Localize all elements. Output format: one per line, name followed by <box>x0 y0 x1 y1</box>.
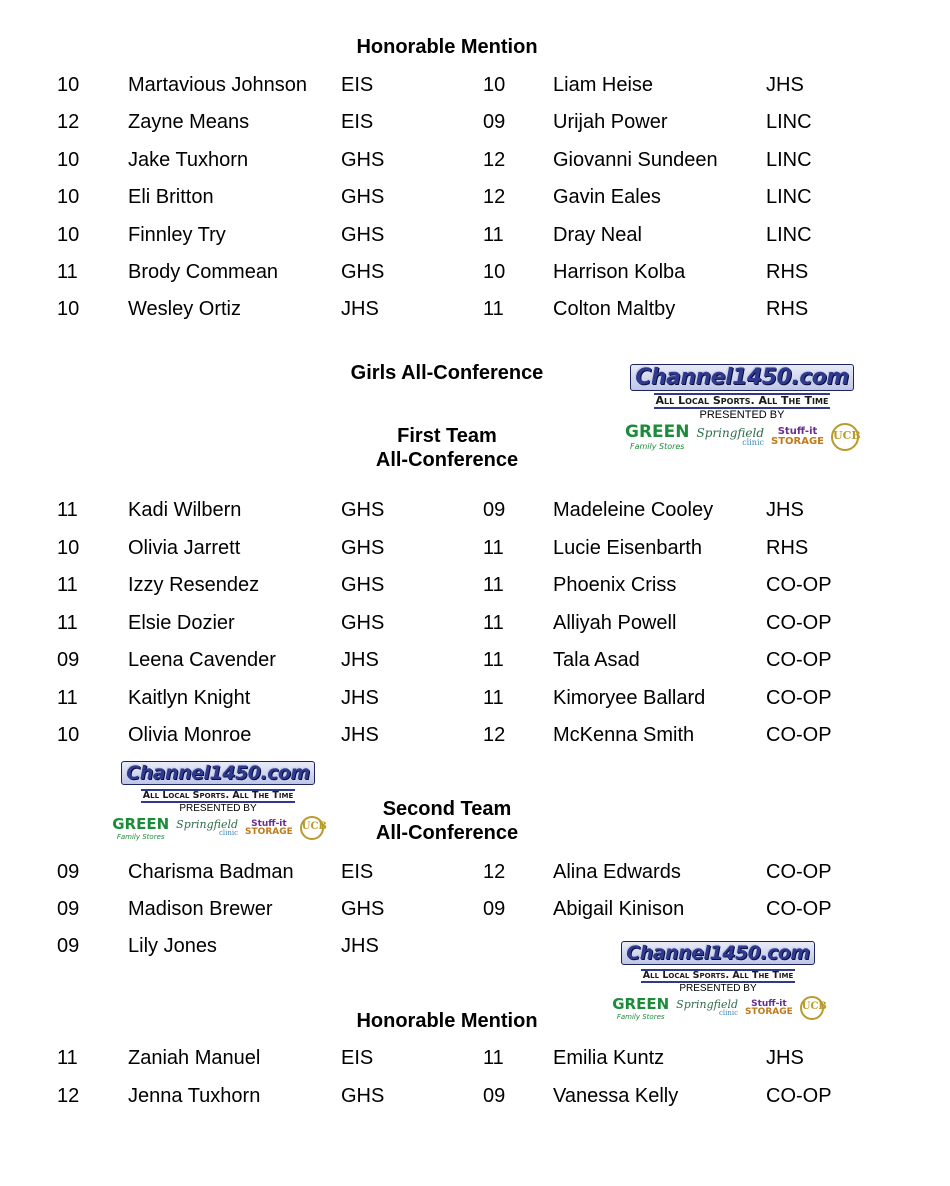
table-row <box>0 73 950 97</box>
table-row <box>0 860 950 884</box>
logo-tagline: All Local Sports. All The Time <box>654 393 831 409</box>
grade-left: 09 <box>57 898 80 921</box>
player-name-right: Urijah Power <box>553 111 668 134</box>
school-left: GHS <box>341 611 385 634</box>
table-row <box>0 110 950 134</box>
grade-left: 09 <box>57 861 80 883</box>
player-name-right: Colton Maltby <box>553 298 676 321</box>
player-name-right: Dray Neal <box>553 223 642 246</box>
table-row <box>0 148 950 172</box>
grade-right: 09 <box>483 1084 506 1107</box>
player-name-right: Kimoryee Ballard <box>553 686 706 709</box>
player-name-right: Madeleine Cooley <box>553 499 714 521</box>
player-name-right: Abigail Kinison <box>553 898 685 921</box>
player-name-left: Olivia Jarrett <box>128 536 241 559</box>
springfield-clinic-logo: Springfield clinic <box>676 998 739 1018</box>
boys-honorable-mention-heading: Honorable Mention <box>356 36 538 58</box>
grade-right: 12 <box>483 861 506 883</box>
springfield-clinic-logo: Springfield clinic <box>696 425 764 447</box>
school-right: CO-OP <box>766 574 832 596</box>
school-left: GHS <box>341 536 385 559</box>
player-name-left: Kaitlyn Knight <box>128 686 251 709</box>
player-name-left: Kadi Wilbern <box>128 499 242 521</box>
table-row <box>0 573 950 597</box>
logo-tagline: All Local Sports. All The Time <box>641 969 795 983</box>
grade-left: 10 <box>57 223 80 246</box>
ucb-logo: UCB <box>300 816 324 840</box>
school-left: GHS <box>341 574 385 596</box>
table-row <box>0 185 950 209</box>
logo-tagline: All Local Sports. All The Time <box>141 789 295 803</box>
school-left: EIS <box>341 74 374 96</box>
school-right: CO-OP <box>766 898 832 921</box>
grade-left: 12 <box>57 1084 80 1107</box>
table-row <box>0 260 950 284</box>
stuff-it-storage-logo: Stuff-it STORAGE <box>745 998 793 1018</box>
green-family-stores-logo: GREEN Family Stores <box>612 995 670 1022</box>
grade-right: 11 <box>483 611 504 634</box>
springfield-clinic-logo: Springfield clinic <box>176 818 239 838</box>
school-right: CO-OP <box>766 724 832 746</box>
school-right: RHS <box>766 536 809 559</box>
school-left: GHS <box>341 1084 385 1107</box>
school-left: EIS <box>341 1047 374 1069</box>
player-name-left: Elsie Dozier <box>128 611 235 634</box>
grade-left: 10 <box>57 74 80 96</box>
school-right: CO-OP <box>766 1084 832 1107</box>
grade-right: 09 <box>483 499 506 521</box>
school-left: GHS <box>341 898 385 921</box>
channel1450-wordmark: Channel1450.com <box>621 941 814 965</box>
school-left: EIS <box>341 111 374 134</box>
table-row <box>0 1084 950 1108</box>
logo-presented-by: PRESENTED BY <box>699 409 785 422</box>
ucb-logo: UCB <box>831 423 859 451</box>
school-left: GHS <box>341 223 385 246</box>
school-right: LINC <box>766 186 812 209</box>
table-row <box>0 723 950 747</box>
second-team-heading-line2: All-Conference <box>375 822 519 844</box>
table-row <box>0 897 950 921</box>
grade-left: 10 <box>57 536 80 559</box>
grade-left: 12 <box>57 111 80 134</box>
school-left: JHS <box>341 724 379 746</box>
table-row <box>0 536 950 560</box>
school-right: CO-OP <box>766 649 832 671</box>
player-name-right: Emilia Kuntz <box>553 1047 665 1069</box>
school-left: GHS <box>341 186 385 209</box>
table-row <box>0 223 950 247</box>
player-name-left: Charisma Badman <box>128 861 294 883</box>
school-left: JHS <box>341 649 379 671</box>
player-name-left: Jenna Tuxhorn <box>128 1084 261 1107</box>
logo-presented-by: PRESENTED BY <box>179 803 257 815</box>
player-name-right: Harrison Kolba <box>553 261 686 283</box>
player-name-right: Gavin Eales <box>553 186 661 209</box>
grade-right: 11 <box>483 298 504 321</box>
school-right: LINC <box>766 148 812 171</box>
player-name-right: Alina Edwards <box>553 861 681 883</box>
grade-left: 11 <box>57 611 78 634</box>
grade-left: 11 <box>57 499 78 521</box>
player-name-left: Finnley Try <box>128 223 226 246</box>
grade-right: 12 <box>483 724 506 746</box>
player-name-left: Olivia Monroe <box>128 724 252 746</box>
girls-honorable-mention-heading: Honorable Mention <box>356 1010 538 1032</box>
player-name-right: Liam Heise <box>553 74 654 96</box>
player-name-right: Lucie Eisenbarth <box>553 536 702 559</box>
grade-left: 09 <box>57 935 80 958</box>
player-name-left: Zayne Means <box>128 111 250 134</box>
school-left: GHS <box>341 148 385 171</box>
player-name-left: Eli Britton <box>128 186 214 209</box>
logo-presented-by: PRESENTED BY <box>679 983 757 995</box>
grade-right: 11 <box>483 223 504 246</box>
second-team-heading-line1: Second Team <box>382 798 512 820</box>
grade-right: 12 <box>483 148 506 171</box>
school-right: JHS <box>766 499 804 521</box>
grade-left: 11 <box>57 574 78 596</box>
table-row <box>0 686 950 710</box>
green-family-stores-logo: GREEN Family Stores <box>112 815 170 842</box>
player-name-left: Lily Jones <box>128 935 217 958</box>
channel1450-wordmark: Channel1450.com <box>121 761 314 785</box>
ucb-logo: UCB <box>800 996 824 1020</box>
school-right: RHS <box>766 298 809 321</box>
player-name-right: Giovanni Sundeen <box>553 148 718 171</box>
player-name-right: McKenna Smith <box>553 724 695 746</box>
player-name-right: Alliyah Powell <box>553 611 677 634</box>
school-right: RHS <box>766 261 809 283</box>
school-right: CO-OP <box>766 861 832 883</box>
player-name-right: Tala Asad <box>553 649 640 671</box>
stuff-it-storage-logo: Stuff-it STORAGE <box>771 426 825 447</box>
stuff-it-storage-logo: Stuff-it STORAGE <box>245 818 293 838</box>
grade-left: 10 <box>57 148 80 171</box>
table-row <box>0 611 950 635</box>
grade-left: 10 <box>57 724 80 746</box>
grade-right: 11 <box>483 536 504 559</box>
school-right: CO-OP <box>766 611 832 634</box>
channel1450-wordmark: Channel1450.com <box>630 364 854 391</box>
grade-right: 11 <box>483 1047 504 1069</box>
player-name-left: Madison Brewer <box>128 898 273 921</box>
school-right: LINC <box>766 111 812 134</box>
grade-right: 10 <box>483 74 506 96</box>
grade-right: 11 <box>483 686 504 709</box>
grade-right: 11 <box>483 649 504 671</box>
grade-left: 10 <box>57 186 80 209</box>
school-right: CO-OP <box>766 686 832 709</box>
school-right: LINC <box>766 223 812 246</box>
player-name-left: Wesley Ortiz <box>128 298 241 321</box>
grade-left: 11 <box>57 686 78 709</box>
grade-left: 11 <box>57 1047 78 1069</box>
table-row <box>0 1046 950 1070</box>
school-left: JHS <box>341 298 379 321</box>
table-row <box>0 297 950 321</box>
school-left: JHS <box>341 686 379 709</box>
player-name-left: Jake Tuxhorn <box>128 148 249 171</box>
school-left: JHS <box>341 935 379 958</box>
grade-left: 10 <box>57 298 80 321</box>
school-left: EIS <box>341 861 374 883</box>
player-name-right: Vanessa Kelly <box>553 1084 679 1107</box>
player-name-left: Martavious Johnson <box>128 74 307 96</box>
grade-right: 09 <box>483 898 506 921</box>
grade-right: 12 <box>483 186 506 209</box>
school-right: JHS <box>766 1047 804 1069</box>
table-row <box>0 498 950 522</box>
green-family-stores-logo: GREEN Family Stores <box>624 422 690 452</box>
player-name-right: Phoenix Criss <box>553 574 677 596</box>
school-right: JHS <box>766 74 804 96</box>
player-name-left: Zaniah Manuel <box>128 1047 261 1069</box>
school-left: GHS <box>341 261 385 283</box>
grade-right: 09 <box>483 111 506 134</box>
table-row <box>0 648 950 672</box>
grade-right: 10 <box>483 261 506 283</box>
first-team-heading-line2: All-Conference <box>375 449 519 471</box>
first-team-heading-line1: First Team <box>397 425 497 447</box>
player-name-left: Brody Commean <box>128 261 279 283</box>
player-name-left: Leena Cavender <box>128 649 276 671</box>
grade-left: 09 <box>57 649 80 671</box>
school-left: GHS <box>341 499 385 521</box>
player-name-left: Izzy Resendez <box>128 574 260 596</box>
grade-right: 11 <box>483 574 504 596</box>
grade-left: 11 <box>57 261 78 283</box>
girls-all-conference-heading: Girls All-Conference <box>350 362 544 384</box>
